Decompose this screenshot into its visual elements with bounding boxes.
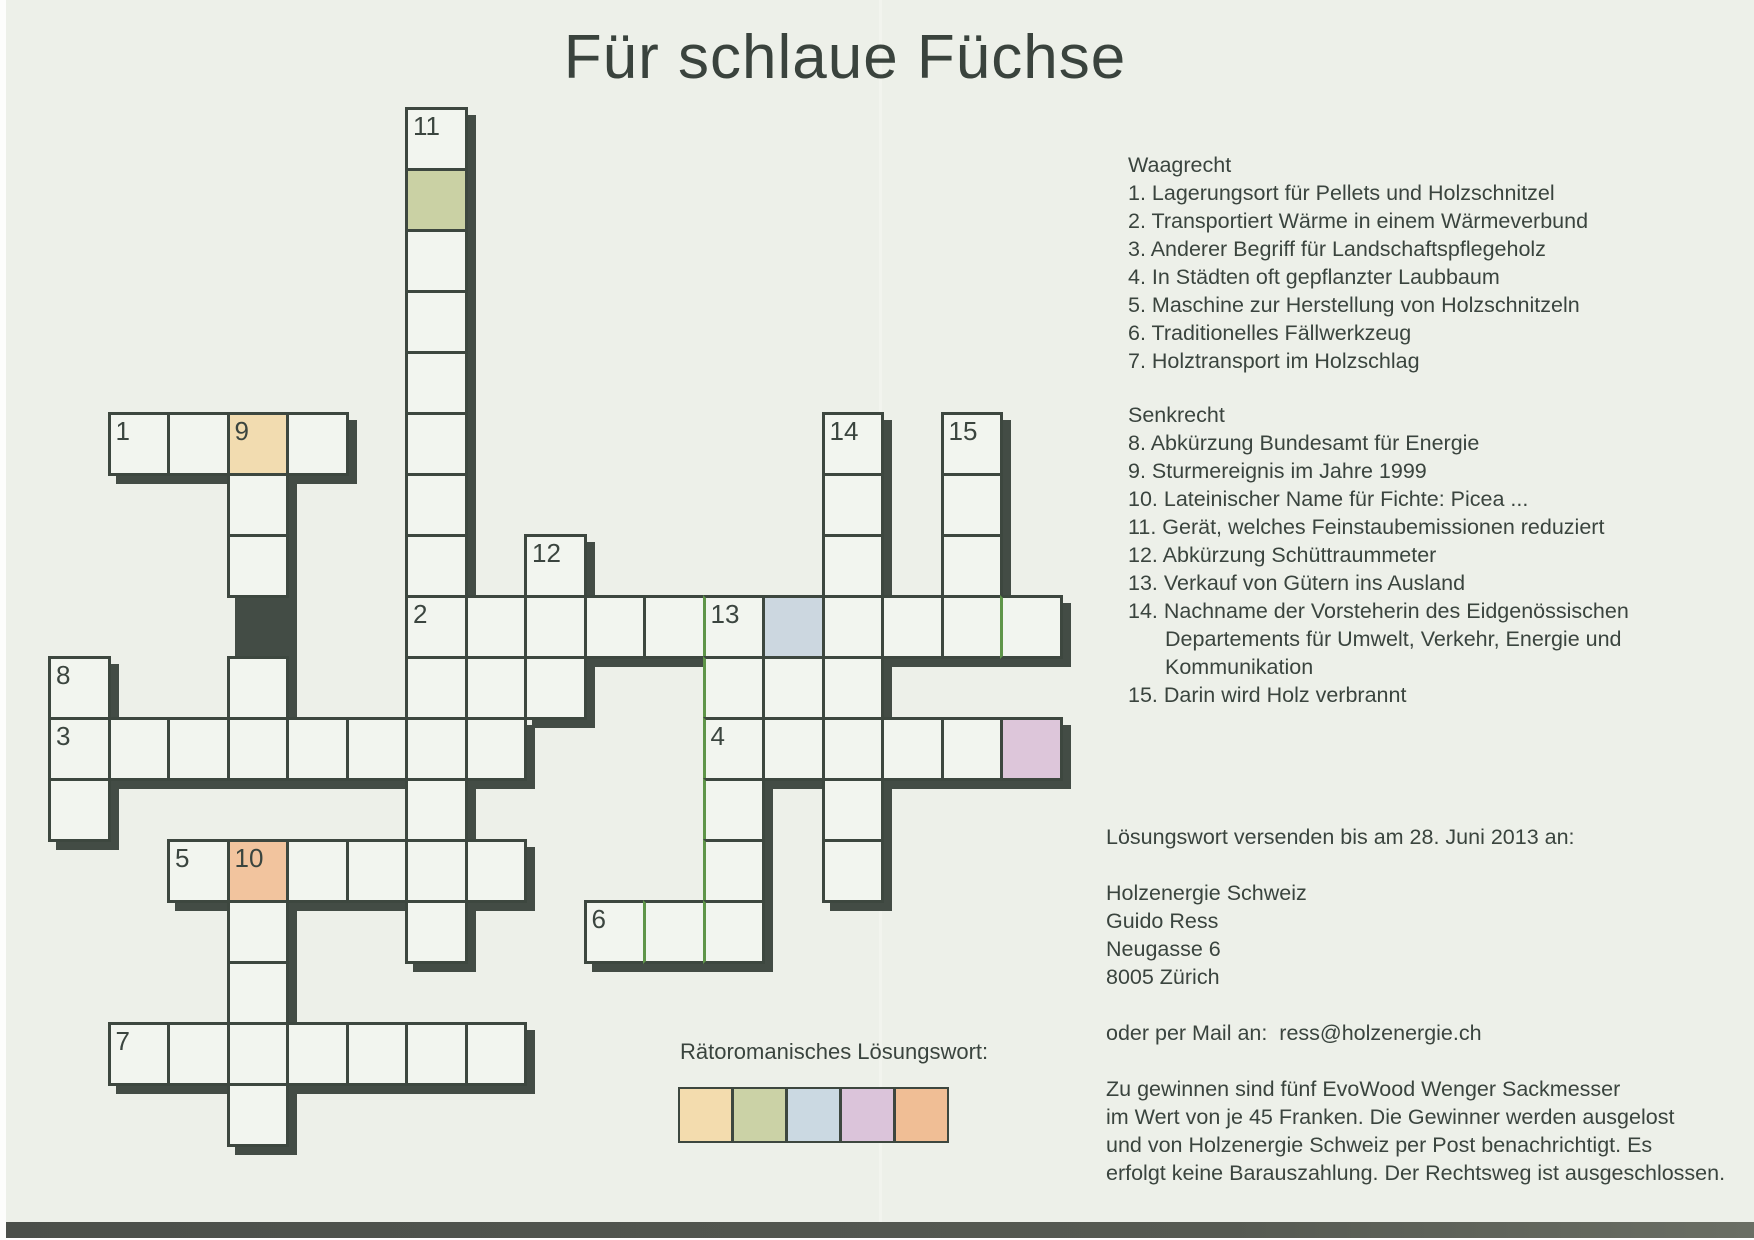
scan-left-margin [0,0,6,1240]
cell-number: 7 [115,1026,130,1056]
cell-number: 15 [948,416,978,446]
clue-line: Guido Ress [1106,909,1219,933]
clue-line: 9. Sturmereignis im Jahre 1999 [1128,459,1427,483]
crossword-cell[interactable] [286,412,349,476]
crossword-cell[interactable] [643,900,706,964]
clue-line: 13. Verkauf von Gütern ins Ausland [1128,571,1466,595]
solution-letter-box[interactable] [732,1087,787,1143]
cell-number: 12 [532,538,561,568]
crossword-cell[interactable] [762,595,825,659]
clue-line: im Wert von je 45 Franken. Die Gewinner werden ausgelost [1106,1105,1675,1129]
clue-line: 5. Maschine zur Herstellung von Holzschnitzeln [1128,293,1580,317]
cell-number: 3 [56,721,71,751]
crossword-cell[interactable] [346,839,409,903]
crossword-cell[interactable] [1000,717,1063,781]
cell-number: 5 [175,843,190,873]
crossword-cell[interactable] [346,717,409,781]
clue-line: oder per Mail an: ress@holzenergie.ch [1106,1021,1482,1045]
cell-number: 8 [56,660,71,690]
clue-line: 6. Traditionelles Fällwerkzeug [1128,321,1412,345]
crossword-cell[interactable] [822,839,885,903]
crossword-cell[interactable] [108,1022,171,1086]
crossword-cell[interactable] [465,595,528,659]
crossword-cell[interactable] [524,656,587,720]
crossword-cell[interactable] [941,473,1004,537]
clue-line: 11. Gerät, welches Feinstaubemissionen reduziert [1128,515,1605,539]
clue-line: Zu gewinnen sind fünf EvoWood Wenger Sackmesser [1106,1077,1621,1101]
clue-line: 12. Abkürzung Schüttraummeter [1128,543,1437,567]
cell-number: 9 [234,416,249,446]
crossword-cell[interactable] [405,168,468,232]
crossword-cell[interactable] [405,717,468,781]
cell-number: 13 [710,599,740,629]
clue-line [1106,851,1725,879]
solution-letter-box[interactable] [894,1087,949,1143]
crossword-cell[interactable] [227,534,290,598]
clue-line: erfolgt keine Barauszahlung. Der Rechtsweg ist ausgeschlossen. [1106,1161,1726,1185]
crossword-cell[interactable] [465,656,528,720]
crossword-cell[interactable] [703,656,766,720]
clue-group-gap [1128,375,1629,401]
crossword-cell[interactable] [822,412,885,476]
crossword-cell[interactable] [762,717,825,781]
crossword-cell[interactable] [465,1022,528,1086]
clue-line: 15. Darin wird Holz verbrannt [1128,683,1407,707]
crossword-cell[interactable] [584,900,647,964]
crossword-cell[interactable] [167,839,230,903]
crossword-cell[interactable] [48,778,111,842]
crossword-cell[interactable] [346,1022,409,1086]
clue-line: und von Holzenergie Schweiz per Post benachrichtigt. Es [1106,1133,1653,1157]
clues-panel [1128,151,1629,709]
cell-number: 4 [710,721,725,751]
crossword-cell[interactable] [167,412,230,476]
clue-line: 8005 Zürich [1106,965,1220,989]
solution-letter-box[interactable] [840,1087,895,1143]
clue-line: Neugasse 6 [1106,937,1221,961]
solution-letter-box[interactable] [786,1087,841,1143]
crossword-cell[interactable] [167,1022,230,1086]
down-heading: Senkrecht [1128,403,1225,427]
cell-number: 11 [413,111,440,141]
crossword-cell[interactable] [227,412,290,476]
clue-line: 7. Holztransport im Holzschlag [1128,349,1420,373]
crossword-cell[interactable] [405,1022,468,1086]
crossword-cell[interactable] [881,595,944,659]
crossword-cell[interactable] [405,107,468,171]
crossword-cell[interactable] [286,1022,349,1086]
clue-line: 4. In Städten oft gepflanzter Laubbaum [1128,265,1500,289]
crossword-cell[interactable] [703,595,766,659]
crossword-cell[interactable] [465,839,528,903]
crossword-cell[interactable] [227,1022,290,1086]
crossword-cell[interactable] [48,656,111,720]
page-title: Für schlaue Füchse [563,23,1127,92]
crossword-cell[interactable] [822,717,885,781]
solution-letter-box[interactable] [678,1087,733,1143]
crossword-cell[interactable] [703,839,766,903]
crossword-cell[interactable] [286,839,349,903]
clue-line [1106,991,1725,1019]
crossword-cell[interactable] [227,1083,290,1147]
crossword-cell[interactable] [405,229,468,293]
crossword-cell[interactable] [822,595,885,659]
submission-info [1106,823,1725,1187]
crossword-cell[interactable] [822,656,885,720]
clue-line: 14. Nachname der Vorsteherin des Eidgenössischen [1128,599,1629,623]
crossword-cell[interactable] [524,534,587,598]
clue-line: 2. Transportiert Wärme in einem Wärmeverbund [1128,209,1589,233]
crossword-cell[interactable] [405,351,468,415]
crossword-cell[interactable] [703,778,766,842]
cell-number: 14 [829,416,859,446]
clue-line [1106,1047,1725,1075]
clue-line: 10. Lateinischer Name für Fichte: Picea ... [1128,487,1529,511]
crossword-cell[interactable] [465,717,528,781]
crossword-cell[interactable] [405,839,468,903]
crossword-cell[interactable] [227,717,290,781]
crossword-cell[interactable] [524,595,587,659]
crossword-cell[interactable] [405,412,468,476]
crossword-cell[interactable] [405,900,468,964]
crossword-cell[interactable] [108,412,171,476]
crossword-cell[interactable] [762,656,825,720]
crossword-cell[interactable] [227,900,290,964]
crossword-cell[interactable] [227,961,290,1025]
solution-word-label: Rätoromanisches Lösungswort: [680,1039,989,1064]
crossword-cell[interactable] [584,595,647,659]
crossword-cell[interactable] [703,900,766,964]
clue-line: 3. Anderer Begriff für Landschaftspflegeholz [1128,237,1546,261]
crossword-cell[interactable] [405,595,468,659]
crossword-cell[interactable] [227,473,290,537]
clue-line: 8. Abkürzung Bundesamt für Energie [1128,431,1480,455]
crossword-cell[interactable] [941,534,1004,598]
crossword-cell[interactable] [1000,595,1063,659]
crossword-cell[interactable] [703,717,766,781]
crossword-cell[interactable] [881,717,944,781]
cell-number: 10 [234,843,264,873]
crossword-cell[interactable] [941,412,1004,476]
crossword-cell[interactable] [822,778,885,842]
across-clue-list [1128,179,1629,375]
crossword-cell[interactable] [286,717,349,781]
scan-bottom-edge [0,1222,1754,1238]
crossword-cell[interactable] [227,656,290,720]
clue-line: Departements für Umwelt, Verkehr, Energie und [1165,627,1622,651]
cell-number: 6 [591,904,606,934]
crossword-cell[interactable] [405,656,468,720]
crossword-cell[interactable] [167,717,230,781]
clue-line: Kommunikation [1165,655,1314,679]
crossword-cell[interactable] [941,717,1004,781]
crossword-cell[interactable] [405,290,468,354]
crossword-cell[interactable] [405,534,468,598]
down-clue-list [1128,429,1629,709]
across-heading: Waagrecht [1128,153,1232,177]
crossword-cell[interactable] [643,595,706,659]
crossword-cell[interactable] [405,778,468,842]
cell-number: 1 [115,416,130,446]
crossword-cell[interactable] [941,595,1004,659]
clue-line: Holzenergie Schweiz [1106,881,1307,905]
crossword-cell[interactable] [48,717,111,781]
clue-line: 1. Lagerungsort für Pellets und Holzschnitzel [1128,181,1555,205]
crossword-cell[interactable] [822,473,885,537]
crossword-cell[interactable] [405,473,468,537]
crossword-cell[interactable] [227,839,290,903]
crossword-cell[interactable] [822,534,885,598]
cell-number: 2 [413,599,428,629]
clue-line: Lösungswort versenden bis am 28. Juni 2013 an: [1106,825,1575,849]
crossword-cell[interactable] [108,717,171,781]
